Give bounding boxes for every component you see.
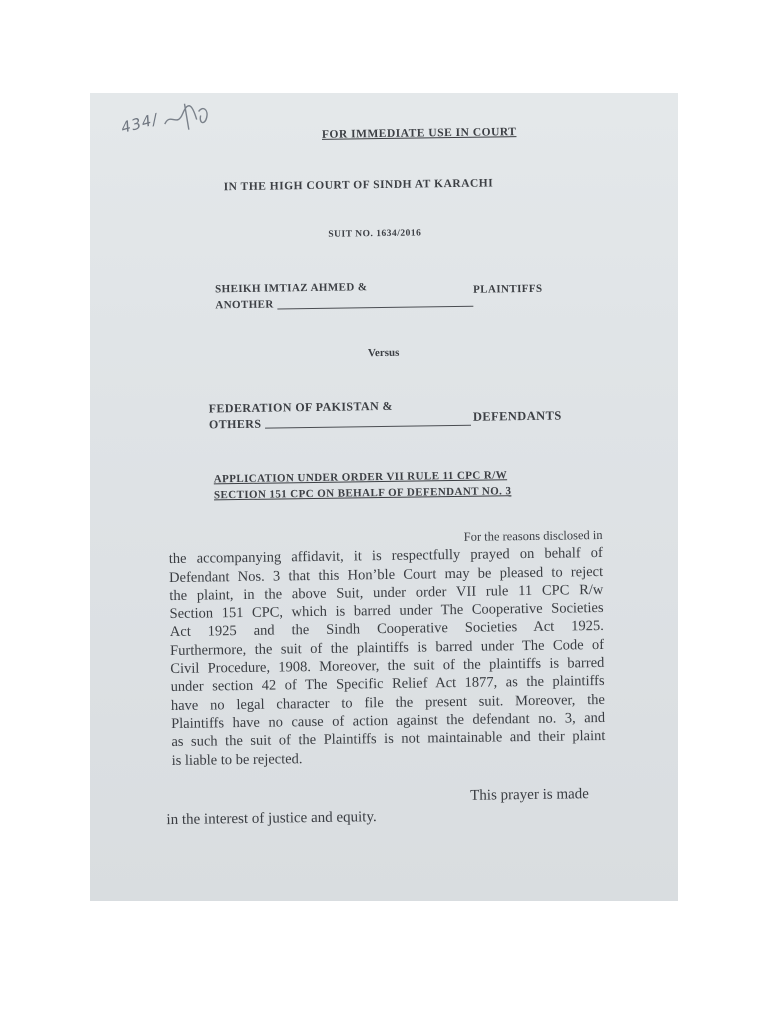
versus-label: Versus (367, 346, 400, 360)
body-line: Plaintiffs have no cause of action against the defendant no. 3, and (171, 709, 606, 732)
defendant-name-line2: OTHERS (208, 416, 262, 432)
application-title-line2: SECTION 151 CPC ON BEHALF OF DEFENDANT NO. 3 (213, 485, 512, 502)
prayer-line2: in the interest of justice and equity. (166, 809, 377, 829)
handwritten-note: 434/ (119, 109, 161, 137)
body-line: For the reasons disclosed in (463, 527, 603, 544)
immediate-use-header: FOR IMMEDIATE USE IN COURT (321, 126, 517, 141)
defendant-underline (265, 425, 471, 429)
body-line: under section 42 of The Specific Relief Act 1877, as the plaintiffs (170, 673, 605, 696)
application-title-line1: APPLICATION UNDER ORDER VII RULE 11 CPC R/W (213, 469, 508, 486)
plaintiff-name-line2: ANOTHER (215, 298, 274, 312)
body-line: Act 1925 and the Sindh Cooperative Societies Act 1925. (169, 618, 604, 641)
prayer-line1: This prayer is made (470, 786, 589, 804)
document-paper (90, 93, 678, 901)
body-line: Section 151 CPC, which is barred under The Cooperative Societies (169, 600, 604, 623)
plaintiff-name-line1: SHEIKH IMTIAZ AHMED & (215, 281, 368, 296)
defendant-name-line1: FEDERATION OF PAKISTAN & (208, 398, 393, 416)
defendants-role: DEFENDANTS (472, 408, 562, 424)
body-line: Furthermore, the suit of the plaintiffs is barred under The Code of (170, 636, 605, 659)
body-line: as such the suit of the Plaintiffs is not maintainable and their plaint (171, 728, 606, 751)
court-application-document (90, 93, 678, 901)
court-title: IN THE HIGH COURT OF SINDH AT KARACHI (223, 177, 494, 194)
body-line: the accompanying affidavit, it is respectfully prayed on behalf of (168, 545, 603, 568)
handwritten-scribble-icon (162, 101, 212, 132)
plaintiff-underline (277, 306, 473, 310)
body-line: have no legal character to file the present suit. Moreover, the (170, 691, 605, 714)
plaintiffs-role: PLAINTIFFS (473, 282, 543, 296)
body-line: Civil Procedure, 1908. Moreover, the suit of the plaintiffs is barred (170, 655, 605, 678)
application-title (214, 466, 574, 503)
application-body (168, 526, 605, 770)
body-line: is liable to be rejected. (171, 750, 303, 769)
suit-number: SUIT NO. 1634/2016 (328, 228, 422, 240)
body-line: the plaint, in the above Suit, under order VII rule 11 CPC R/w (169, 581, 604, 604)
body-line: Defendant Nos. 3 that this Hon’ble Court may be pleased to reject (168, 563, 604, 586)
